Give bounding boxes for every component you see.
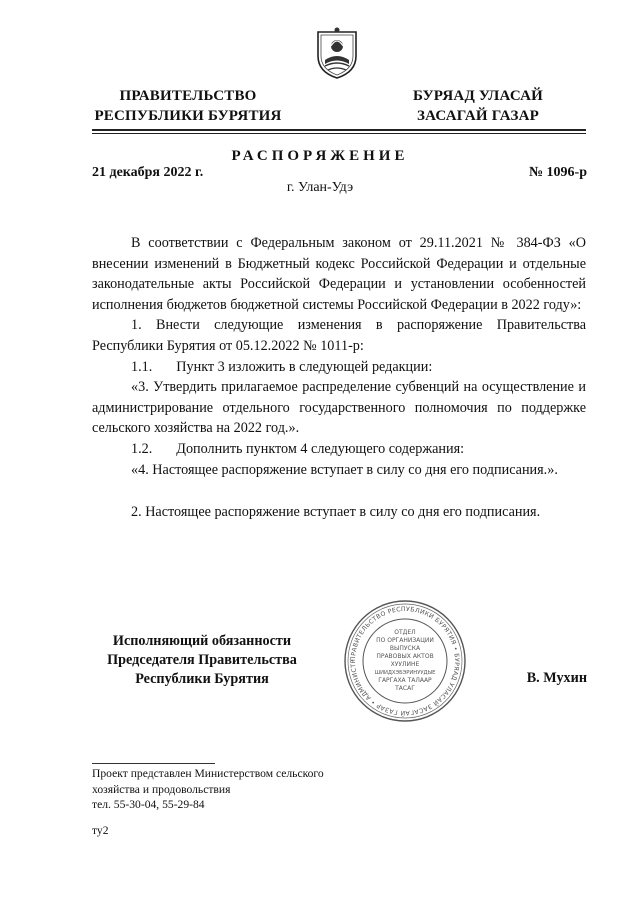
item-1-2-text: Дополнить пунктом 4 следующего содержания:: [176, 440, 465, 457]
signatory-name: В. Мухин: [526, 670, 587, 686]
coat-of-arms-emblem: [314, 26, 360, 85]
footnote-divider: [92, 763, 215, 764]
preamble-paragraph: В соответствии с Федеральным законом от 29.11.2021 № 384-ФЗ «О внесении изменений в Бюджетный кодекс Российской Федерации и отдельные законодательные акты Российской Федерации и установлении особенностей исполнения бюджетов бюджетной системы Российской Федерации в 2022 году»:: [92, 235, 586, 313]
header-divider-thick: [92, 129, 586, 131]
stamp-line-1: ОТДЕЛ: [394, 629, 416, 636]
header-divider-thin: [92, 133, 586, 134]
header-left-line2: РЕСПУБЛИКИ БУРЯТИЯ: [94, 108, 282, 124]
signatory-title-line1: Исполняющий обязанности: [112, 633, 292, 649]
document-title: РАСПОРЯЖЕНИЕ: [231, 148, 409, 164]
document-date: 21 декабря 2022 г.: [92, 165, 204, 180]
stamp-line-2: ПО ОРГАНИЗАЦИИ: [376, 637, 434, 644]
footnote-phone: тел. 55-30-04, 55-29-84: [92, 798, 205, 811]
header-left-line1: ПРАВИТЕЛЬСТВО: [119, 88, 257, 104]
stamp-line-4: ПРАВОВЫХ АКТОВ: [376, 653, 434, 660]
document-number: № 1096-р: [528, 165, 587, 180]
stamp-line-8: ТАСАГ: [395, 685, 415, 692]
stamp-ring-text: ПРАВИТЕЛЬСТВО РЕСПУБЛИКИ БУРЯТИЯ • БУРЯАД УЛАСАЙ ЗАСАГАЙ ГАЗАР • АДМИНИСТР: [349, 605, 461, 717]
government-name-russian: [88, 86, 288, 126]
footnote-line2: хозяйства и продовольствия: [92, 782, 231, 796]
item-2-paragraph: 2. Настоящее распоряжение вступает в силу со дня его подписания.: [131, 504, 541, 521]
document-city: г. Улан-Удэ: [286, 180, 354, 195]
signatory-title-line2: Председателя Правительства: [107, 652, 297, 668]
quote-1-paragraph: «3. Утвердить прилагаемое распределение субвенций на осуществление и администрирование отдельного государственного полномочия по поддержке сельского хозяйства на 2022 год.».: [92, 379, 586, 437]
footnote-block: [92, 766, 392, 813]
item-1-1-paragraph: [92, 357, 586, 378]
stamp-line-7: ГАРГАХА ТАЛААР: [378, 677, 432, 684]
document-body: [92, 233, 586, 523]
document-code: ту2: [92, 824, 109, 837]
government-name-buryat: [398, 86, 558, 126]
stamp-line-3: ВЫПУСКА: [389, 645, 421, 652]
stamp-line-5: ХУУЛИНЕ: [390, 661, 420, 668]
signatory-title-line3: Республики Бурятия: [135, 671, 269, 687]
item-1-2-paragraph: [92, 439, 586, 460]
item-1-1-number: 1.1.: [131, 358, 153, 375]
item-1-2-number: 1.2.: [131, 440, 153, 457]
item-1-1-text: Пункт 3 изложить в следующей редакции:: [176, 358, 433, 375]
signatory-title: [92, 632, 312, 689]
header-right-line2: ЗАСАГАЙ ГАЗАР: [417, 108, 539, 124]
quote-2-paragraph: «4. Настоящее распоряжение вступает в силу со дня его подписания.».: [131, 461, 558, 478]
footnote-line1: Проект представлен Министерством сельского: [92, 767, 324, 780]
official-stamp: [342, 598, 468, 729]
stamp-line-6: ШИИДХЭБЭРИНУУДЫЕ: [374, 670, 436, 676]
header-right-line1: БУРЯАД УЛАСАЙ: [412, 88, 544, 104]
item-1-paragraph: 1. Внести следующие изменения в распоряжение Правительства Республики Бурятия от 05.12.2022 № 1011-р:: [92, 317, 586, 354]
